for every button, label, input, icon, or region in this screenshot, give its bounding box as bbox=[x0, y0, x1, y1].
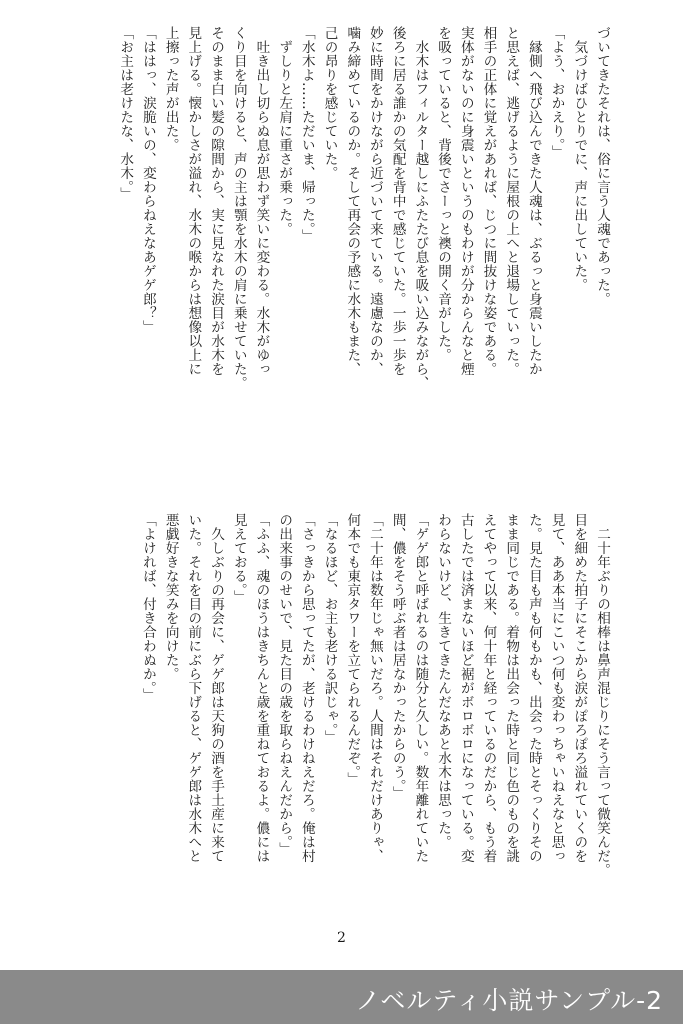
footer-band bbox=[0, 970, 683, 1024]
text-line: 上擦った声が出た。 bbox=[162, 26, 179, 152]
text-line: 妙に時間をかけながら近づいて来ている。遠慮なのか、 bbox=[366, 26, 383, 376]
text-line: 「ゲゲ郎と呼ばれるのは随分と久しい。数年離れていた bbox=[412, 513, 429, 863]
text-line: わらないけど、生きてきたんだなあと水木は思った。 bbox=[435, 513, 452, 849]
text-line: えてやって以来、何十年と経っているのだから、もう着 bbox=[480, 513, 497, 863]
text-line: 縁側へ飛び込んできた人魂は、ぶるっと身震いしたか bbox=[525, 26, 542, 376]
text-line: 「お主は老けたな、水木。」 bbox=[117, 26, 134, 202]
text-line: まま同じである。着物は出会った時と同じ色のものを誂 bbox=[503, 513, 520, 863]
text-line: と思えば、逃げるように屋根の上へと退場していった。 bbox=[503, 26, 520, 376]
text-line: 見えておる。」 bbox=[230, 513, 247, 605]
text-line: 二十年ぶりの相棒は鼻声混じりにそう言って微笑んだ。 bbox=[594, 513, 610, 877]
text-line: づいてきたそれは、俗に言う人魂であった。 bbox=[594, 26, 610, 306]
text-line: た。見た目も声も何もかも、出会った時とそっくりその bbox=[525, 513, 542, 863]
text-line: 後ろに居る誰かの気配を背中で感じていた。一歩一歩を bbox=[389, 26, 406, 376]
text-line: 目を細めた拍子にそこから涙がぽろぽろ溢れていくのを bbox=[571, 513, 588, 863]
text-line: ずしりと左肩に重さが乗った。 bbox=[276, 26, 293, 236]
text-line: 「二十年は数年じゃ無いだろ。人間はそれだけありゃ、 bbox=[366, 513, 383, 863]
text-line: 「なるほど、お主も老ける訳じゃ。」 bbox=[321, 513, 338, 745]
text-line: 古したでは済まないほど裾がボロボロになっている。変 bbox=[457, 513, 474, 863]
text-line: 悪戯好きな笑みを向けた。 bbox=[162, 513, 179, 681]
text-line: 見て、ああ本当にこいつ何も変わっちゃいねえなと思っ bbox=[548, 513, 565, 863]
text-line: くり目を向けると、声の主は顎を水木の肩に乗せていた。 bbox=[230, 26, 247, 390]
text-line: 「よければ、付き合わぬか。」 bbox=[139, 513, 156, 703]
text-line: 吐き出し切らぬ息が思わず笑いに変わる。水木がゆっ bbox=[253, 26, 270, 376]
text-line: 久しぶりの再会に、ゲゲ郎は天狗の酒を手土産に来て bbox=[208, 513, 225, 863]
text-line: 何本でも東京タワーを立てられるんだぞ。」 bbox=[344, 513, 361, 787]
text-line: 「さっきから思ってたが、老けるわけねえだろ。俺は村 bbox=[298, 513, 315, 863]
text-line: 噛み締めているのか。そして再会の予感に水木もまた、 bbox=[344, 26, 361, 376]
text-line: 「ふふ、魂のほうはきちんと歳を重ねておるよ。儂には bbox=[253, 513, 270, 863]
text-line: 気づけばひとりでに、声に出していた。 bbox=[571, 26, 588, 292]
page-number: 2 bbox=[337, 930, 346, 946]
text-block-bottom bbox=[53, 513, 613, 933]
text-line: の出来事のせいで、見た目の歳を取らねえんだから。」 bbox=[276, 513, 293, 857]
text-line: 実体がないのに身震いというのもわけが分からんなと煙 bbox=[457, 26, 474, 376]
footer-title: ノベルティ小説サンプル-2 bbox=[355, 986, 663, 1015]
text-line: 見上げる。懐かしさが溢れ、水木の喉からは想像以上に bbox=[185, 26, 202, 376]
text-block-top bbox=[53, 26, 613, 446]
text-line: 相手の正体に覚えがあれば、じつに間抜けな姿である。 bbox=[480, 26, 497, 376]
text-line: 「ははっ、涙脆いの、変わらねえなあゲゲ郎？」 bbox=[139, 26, 156, 334]
text-line: 間、儂をそう呼ぶ者は居なかったからのう。」 bbox=[389, 513, 406, 801]
text-line: いた。それを目の前にぶら下げると、ゲゲ郎は水木へと bbox=[185, 513, 202, 863]
text-line: 「よう、おかえり。」 bbox=[548, 26, 565, 160]
text-line: 己の昂りを感じていた。 bbox=[321, 26, 338, 180]
text-line: そのまま白い髪の隙間から、実に見なれた涙目が水木を bbox=[208, 26, 225, 376]
text-line: 水木はフィルター越しにふたたび息を吸い込みながら、 bbox=[412, 26, 429, 390]
text-line: を吸っていると、背後でさーっと襖の開く音がした。 bbox=[435, 26, 452, 362]
text-line: 「水木よ……ただいま、帰った。」 bbox=[298, 26, 315, 244]
